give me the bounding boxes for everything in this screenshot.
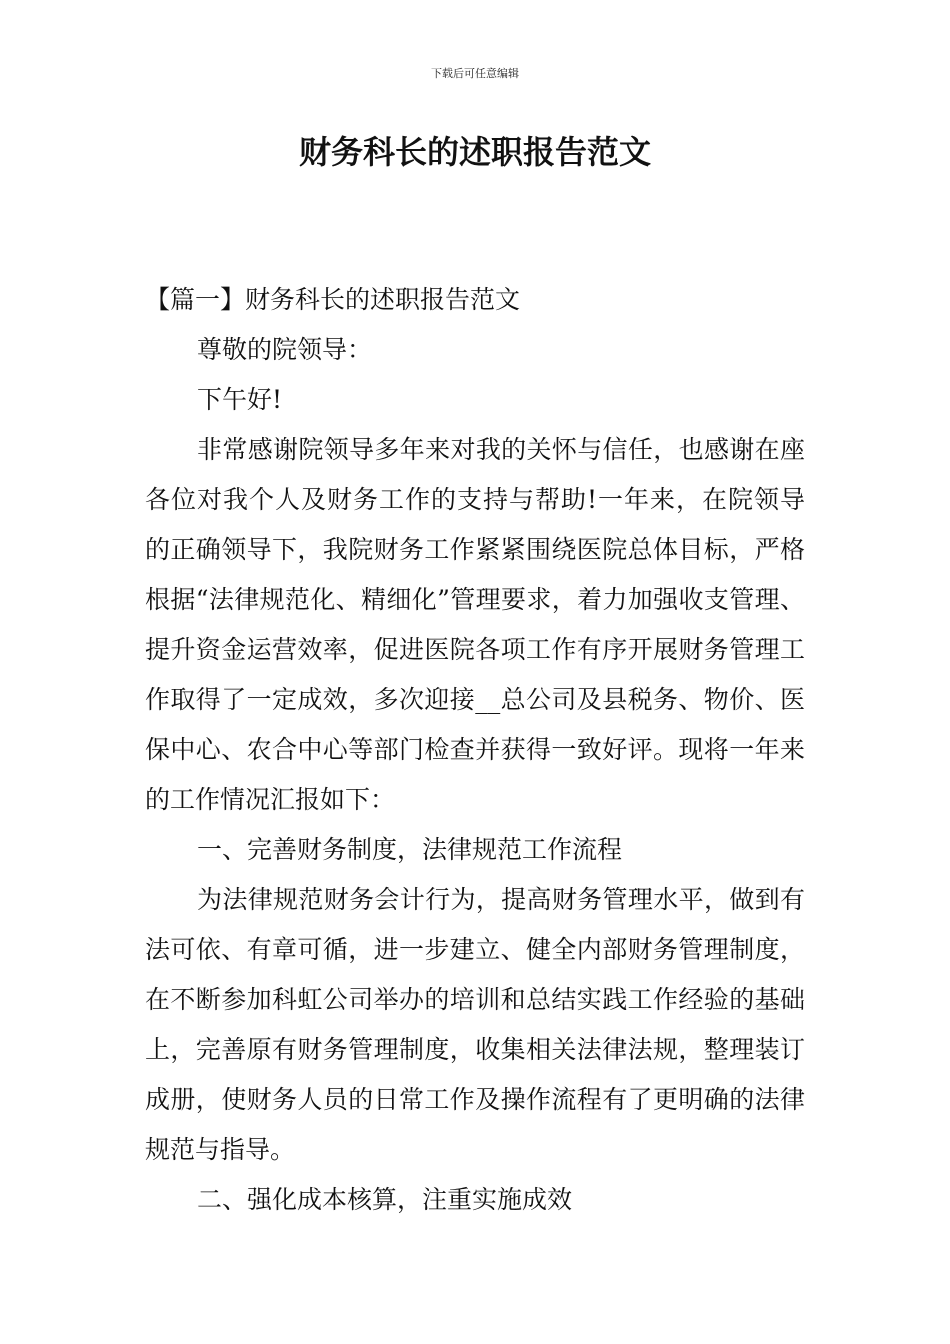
section-heading: 【篇一】财务科长的述职报告范文	[145, 285, 521, 314]
subheading: 二、强化成本核算，注重实施成效	[197, 1185, 573, 1214]
document-title: 财务科长的述职报告范文	[298, 133, 651, 171]
body-paragraph: 为法律规范财务会计行为，提高财务管理水平，做到有法可依、有章可循，进一步建立、健全内部财务管理制度，在不断参加科虹公司举办的培训和总结实践工作经验的基础上，完善原有财务管理制度，收集相关法律法规，整理装订成册，使财务人员的日常工作及操作流程有了更明确的法律规范与指导。	[145, 885, 805, 1164]
page-header-note: 下载后可任意编辑	[431, 67, 519, 80]
salutation: 尊敬的院领导：	[197, 335, 373, 364]
document-body	[145, 275, 805, 1225]
greeting: 下午好!	[197, 385, 283, 414]
subheading: 一、完善财务制度，法律规范工作流程	[197, 835, 623, 864]
body-paragraph: 非常感谢院领导多年来对我的关怀与信任，也感谢在座各位对我个人及财务工作的支持与帮助!一年来，在院领导的正确领导下，我院财务工作紧紧围绕医院总体目标，严格根据“法律规范化、精细化”管理要求，着力加强收支管理、提升资金运营效率，促进医院各项工作有序开展财务管理工作取得了一定成效，多次迎接__总公司及县税务、物价、医保中心、农合中心等部门检查并获得一致好评。现将一年来的工作情况汇报如下：	[145, 435, 805, 814]
